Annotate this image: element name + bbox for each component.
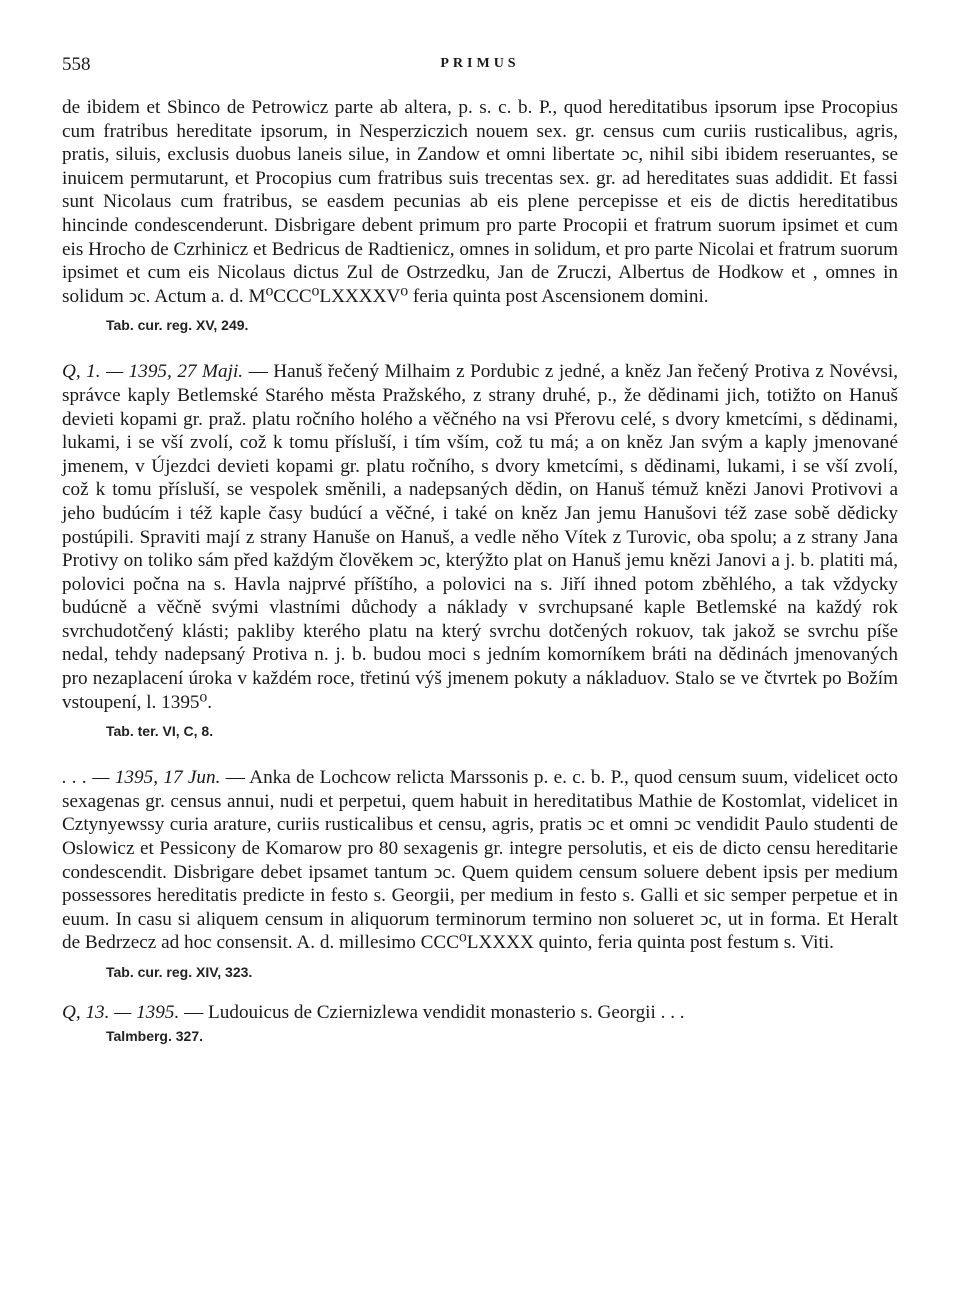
page-header — [62, 54, 898, 78]
entry-body: de ibidem et Sbinco de Petrowicz parte ab altera, p. s. c. b. P., quod hereditatibus ipsorum ipse Procopius cum fratribus hereditate ipsorum, in Nesperziczich nouem sex. gr. census cum curiis rusticalibus, agris, pratis, siluis, exclusis duobus laneis silue, in Zandow et omni libertate ↄc, nihil sibi ibidem reseruantes, se inuicem permutarunt, et Procopius cum fratribus suis trecentas sex. gr. ad hereditates suas addidit. Et fassi sunt Nicolaus cum fratribus, se easdem pecunias ab eis plene percepisse et eis de dictis hereditatibus hincinde condescenderunt. Disbrigare debent primum pro parte Procopii et fratrum suorum ipsimet et cum eis Hrocho de Czrhinicz et Bedricus de Radtienicz, omnes in solidum, et pro parte Nicolai et fratrum suorum ipsimet et cum eis Nicolaus dictus Zul de Ostrzedku, Jan de Zruczi, Albertus de Hodkow et , omnes in solidum ↄc. Actum a. d. M⁰CCC⁰LXXXXV⁰ feria quinta post Ascensionem domini. — [62, 97, 898, 307]
text-body — [62, 96, 898, 1045]
source-citation: Tab. cur. reg. XV, 249. — [106, 317, 249, 334]
entry-separator: — — [243, 361, 274, 383]
entry-body: Anka de Lochcow relicta Marssonis p. e. c. b. P., quod censum suum, videlicet octo sexagenas gr. census annui, nudi et perpetui, quem habuit in hereditatibus Mathie de Kostomlat, videlicet in Cztynyewssy curia arature, curiis rusticalibus et censu, agris, pratis ↄc et omni ↄc vendidit Paulo studenti de Oslowicz et Pessicony de Komarow pro 80 sexagenis gr. integre persolutis, et eis de dicto censu hereditarie condescendit. Disbrigare debet ipsamet tantum ↄc. Quem quidem censum soluere debent ipsis per medium possessores hereditatis predicte in festo s. Georgii, per medium in festo s. Galli et sic semper perpetue et in euum. In casu si aliquem censum in aliquorum terminorum termino non solueret ↄc, ut in forma. Et Heralt de Bedrzecz ad hoc consensit. A. d. millesimo CCC⁰LXXXX quinto, feria quinta post festum s. Viti. — [62, 767, 898, 954]
source-citation: Talmberg. 327. — [106, 1027, 204, 1044]
page-number: 558 — [62, 54, 91, 75]
entry-text — [62, 766, 898, 955]
entry-heading: Q, 1. — 1395, 27 Maji. — [62, 361, 244, 383]
entry-separator: — — [220, 767, 250, 789]
source-citation: Tab. ter. VI, C, 8. — [106, 723, 214, 740]
entry-body: Hanuš řečený Milhaim z Pordubic z jedné, a kněz Jan řečený Protiva z Novévsi, správce kaply Betlemské Starého města Pražského, z strany druhé, p., že dědinami jich, totižto on Hanuš devieti kopami gr. praž. platu ročního holého a věčného na vsi Přerovu celé, s dvory kmetcími, s dědinami, lukami, i se vší zvolí, což k tomu přísluší, i tím vším, což tu má; a on kněz Jan svým a kaply jmenované jmenem, v Újezdci devieti kopami gr. platu ročního, s dvory kmetcími, s dědinami, lukami, i se vší zvolí, což k tomu přísluší, se vespolek směnili, a nadepsaných dědin, on Hanuš témuž knězi Janovi Protivovi a jeho budúcím i též kaple časy budúcí a věčné, i také on kněz Jan jemu Hanušovi též zase sobě dědicky postúpili. Spraviti mají z strany Hanuše on Hanuš, a vedle něho Vítek z Turovic, oba spolu; a z strany Jana Protivy on toliko sám před každým člověkem ↄc, kterýžto plat on Hanuš jemu knězi Janovi a j. b. platiti má, polovici počna na s. Havla najprvé příštího, a polovici na s. Jiří ihned potom zběhlého, a tak vždycky budúcně a věčně svými vlastními důchody a náklady v svrchupsané kaple Betlemské na každý rok svrchudotčený klásti; pakliby kterého platu na který svrchu dotčených rokuov, tak jakož se svrchu píše nedal, tehdy nadepsaný Protiva n. j. b. budou moci s jedním komorníkem bráti na dědinách jmenovaných pro nezaplacení úroka v každém roce, třetinú výš jmenem pokuty a nákladuov. Stalo se ve čtvrtek po Božím vstoupení, l. 1395⁰. — [62, 361, 899, 713]
running-head: PRIMUS — [440, 56, 520, 71]
entry-text — [62, 360, 898, 714]
entry-separator: — — [179, 1002, 209, 1023]
entry-text — [62, 1001, 898, 1025]
source-citation: Tab. cur. reg. XIV, 323. — [106, 964, 253, 980]
entry-q1-1395 — [62, 360, 898, 740]
entry-body: Ludouicus de Cziernizlewa vendidit monasterio s. Georgii . . . — [208, 1002, 685, 1023]
entry-text — [62, 96, 898, 308]
entry-heading: . . . — 1395, 17 Jun. — [62, 767, 221, 789]
entry-continuation — [62, 96, 898, 334]
entry-1395-17-jun — [62, 766, 898, 981]
entry-q13-1395 — [62, 1001, 898, 1045]
entry-heading: Q, 13. — 1395. — [62, 1002, 180, 1023]
